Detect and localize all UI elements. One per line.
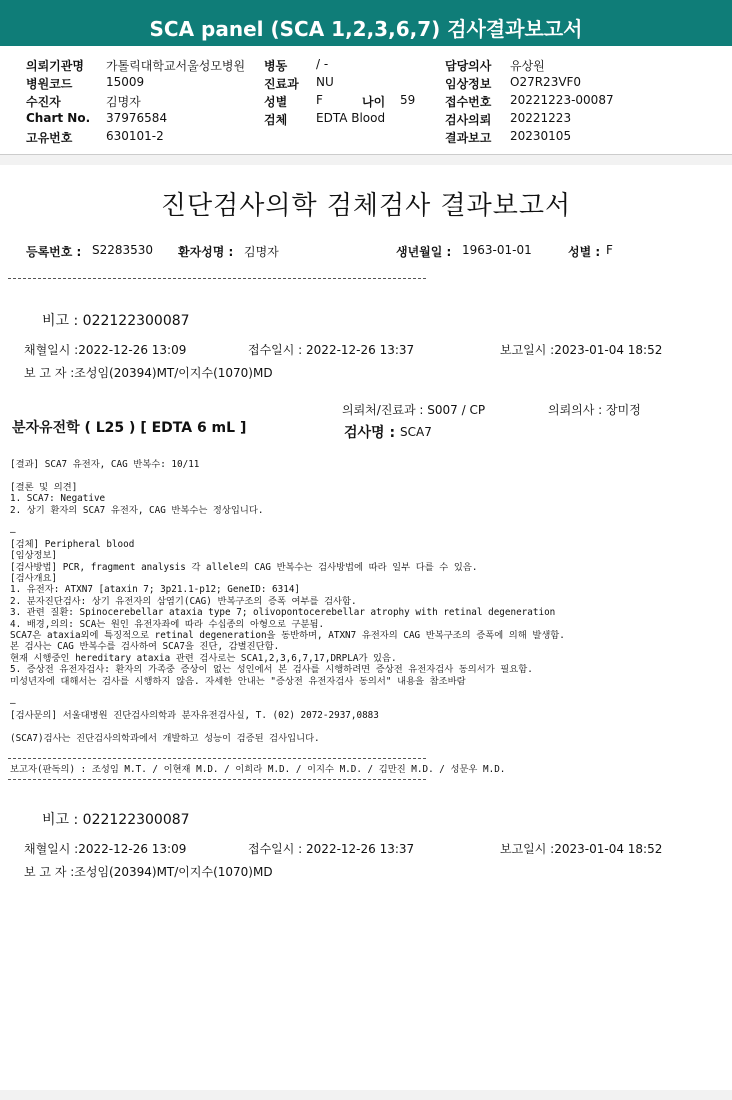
result-line: 2. 상기 환자의 SCA7 유전자, CAG 반복수는 정상입니다. [10, 504, 264, 516]
result-line: 현재 시행중인 hereditary ataxia 관련 검사로는 SCA1,2,3,6,7,17,DRPLA가 있음. [10, 652, 397, 664]
reporter: 보 고 자 :조성임(20394)MT/이지수(1070)MD [24, 366, 273, 380]
remark: 비고 : 022122300087 [42, 812, 190, 828]
result-line: [검사방법] PCR, fragment analysis 각 allele의 CAG 반복수는 검사방법에 따라 일부 다를 수 있음. [10, 561, 478, 573]
report-header-bar [0, 0, 732, 46]
header-field-label: 검체 [264, 113, 288, 127]
dob-label: 생년월일 : [396, 245, 452, 259]
header-field-label: 진료과 [264, 77, 299, 91]
header-field-label: 검사의뢰 [445, 113, 492, 127]
referring-doctor: 의뢰의사 : 장미정 [548, 403, 641, 417]
result-line: 3. 관련 질환: Spinocerebellar ataxia type 7; olivopontocerebellar atrophy with retinal degeneration [10, 607, 556, 619]
sex-value: F [606, 243, 613, 257]
sex-label: 성별 : [568, 245, 601, 259]
receipt-datetime: 접수일시 : 2022-12-26 13:37 [248, 842, 415, 856]
collection-datetime: 채혈일시 :2022-12-26 13:09 [24, 343, 187, 357]
header-field-label: 결과보고 [445, 131, 492, 145]
report-signers: 보고자(판독의) : 조성임 M.T. / 이현재 M.D. / 이희라 M.D. / 이지수 M.D. / 김만진 M.D. / 성문우 M.D. [10, 764, 506, 775]
result-line: — [10, 698, 16, 710]
test-name-value: SCA7 [400, 425, 432, 439]
result-line: [임상정보] [10, 550, 58, 562]
result-line: SCA7은 ataxia외에 특징적으로 retinal degeneration을 동반하며, ATXN7 유전자의 CAG 반복구조의 증폭에 의해 발생함. [10, 630, 565, 641]
header-field-value: / - [316, 57, 329, 71]
header-field-value: NU [316, 75, 334, 89]
section-gap [0, 155, 732, 165]
test-name-label: 검사명 : [344, 425, 396, 441]
page-bottom-gap [0, 1090, 732, 1100]
report-header-title: SCA panel (SCA 1,2,3,6,7) 검사결과보고서 [149, 17, 583, 41]
header-field-label: Chart No. [26, 111, 91, 125]
header-field-value: 59 [400, 93, 416, 107]
report-datetime: 보고일시 :2023-01-04 18:52 [500, 842, 663, 856]
header-field-value: 15009 [106, 75, 145, 89]
header-field-value: O27R23VF0 [510, 75, 582, 89]
header-field-label: 병원코드 [26, 77, 73, 91]
result-line: — [10, 527, 16, 539]
lab-report-document [0, 165, 732, 1100]
header-field-value: 유상원 [510, 59, 545, 73]
divider [8, 758, 426, 759]
reg-number-label: 등록번호 : [26, 245, 82, 259]
result-line: 본 검사는 CAG 반복수를 검사하여 SCA7을 진단, 감별진단함. [10, 641, 280, 653]
receipt-datetime: 접수일시 : 2022-12-26 13:37 [248, 343, 415, 357]
header-field-value: 가톨릭대학교서울성모병원 [106, 59, 246, 73]
collection-datetime: 채혈일시 :2022-12-26 13:09 [24, 842, 187, 856]
header-field-value: EDTA Blood [316, 111, 386, 125]
result-line: 2. 분자진단검사: 상기 유전자의 삼염기(CAG) 반복구조의 증폭 여부를 검사함. [10, 595, 357, 607]
header-field-label: 나이 [362, 95, 386, 109]
referral-department: 의뢰처/진료과 : S007 / CP [342, 403, 486, 417]
header-field-label: 의뢰기관명 [26, 59, 84, 73]
divider [8, 779, 426, 780]
result-line: 1. 유전자: ATXN7 [ataxin 7; 3p21.1-p12; GeneID: 6314] [10, 584, 301, 596]
result-line: [검사문의] 서울대병원 진단검사의학과 분자유전검사실, T. (02) 2072-2937,0883 [10, 709, 379, 721]
reg-number-value: S2283530 [92, 243, 154, 257]
header-field-label: 성별 [264, 95, 288, 109]
result-line: [결론 및 의견] [10, 481, 78, 493]
header-field-value: 20230105 [510, 129, 572, 143]
department-specimen: 분자유전학 ( L25 ) [ EDTA 6 mL ] [12, 420, 247, 436]
header-field-label: 고유번호 [26, 131, 73, 145]
patient-name-value: 김명자 [244, 245, 279, 259]
result-line: [검사개요] [10, 573, 58, 584]
header-field-label: 수진자 [26, 95, 61, 109]
remark: 비고 : 022122300087 [42, 313, 190, 329]
result-line: 5. 증상전 유전자검사: 환자의 가족중 증상이 없는 성인에서 본 검사를 시행하려면 증상전 유전자검사 동의서가 필요함. [10, 664, 533, 676]
result-line: 4. 배경,의의: SCA는 원인 유전자좌에 따라 수십종의 아형으로 구분됨. [10, 618, 325, 630]
result-line: [검체] Peripheral blood [10, 538, 135, 550]
header-field-value: F [316, 93, 323, 107]
header-field-value: 630101-2 [106, 129, 164, 143]
dob-value: 1963-01-01 [462, 243, 532, 257]
header-field-label: 병동 [264, 59, 288, 73]
result-line: 1. SCA7: Negative [10, 493, 106, 505]
header-field-value: 20221223 [510, 111, 572, 125]
header-field-label: 임상정보 [445, 77, 492, 91]
result-line: [결과] SCA7 유전자, CAG 반복수: 10/11 [10, 459, 200, 470]
header-field-label: 담당의사 [445, 59, 492, 73]
header-field-value: 김명자 [106, 95, 141, 109]
divider [8, 278, 426, 279]
result-line: (SCA7)검사는 진단검사의학과에서 개발하고 성능이 검증된 검사입니다. [10, 732, 320, 744]
header-field-label: 접수번호 [445, 95, 492, 109]
result-line: 미성년자에 대해서는 검사를 시행하지 않음. 자세한 안내는 "증상전 유전자검사 동의서" 내용을 참조바람 [10, 675, 466, 687]
header-field-value: 20221223-00087 [510, 93, 614, 107]
report-title: 진단검사의학 검체검사 결과보고서 [160, 191, 572, 221]
header-field-value: 37976584 [106, 111, 168, 125]
patient-name-label: 환자성명 : [178, 245, 234, 259]
reporter: 보 고 자 :조성임(20394)MT/이지수(1070)MD [24, 865, 273, 879]
report-datetime: 보고일시 :2023-01-04 18:52 [500, 343, 663, 357]
